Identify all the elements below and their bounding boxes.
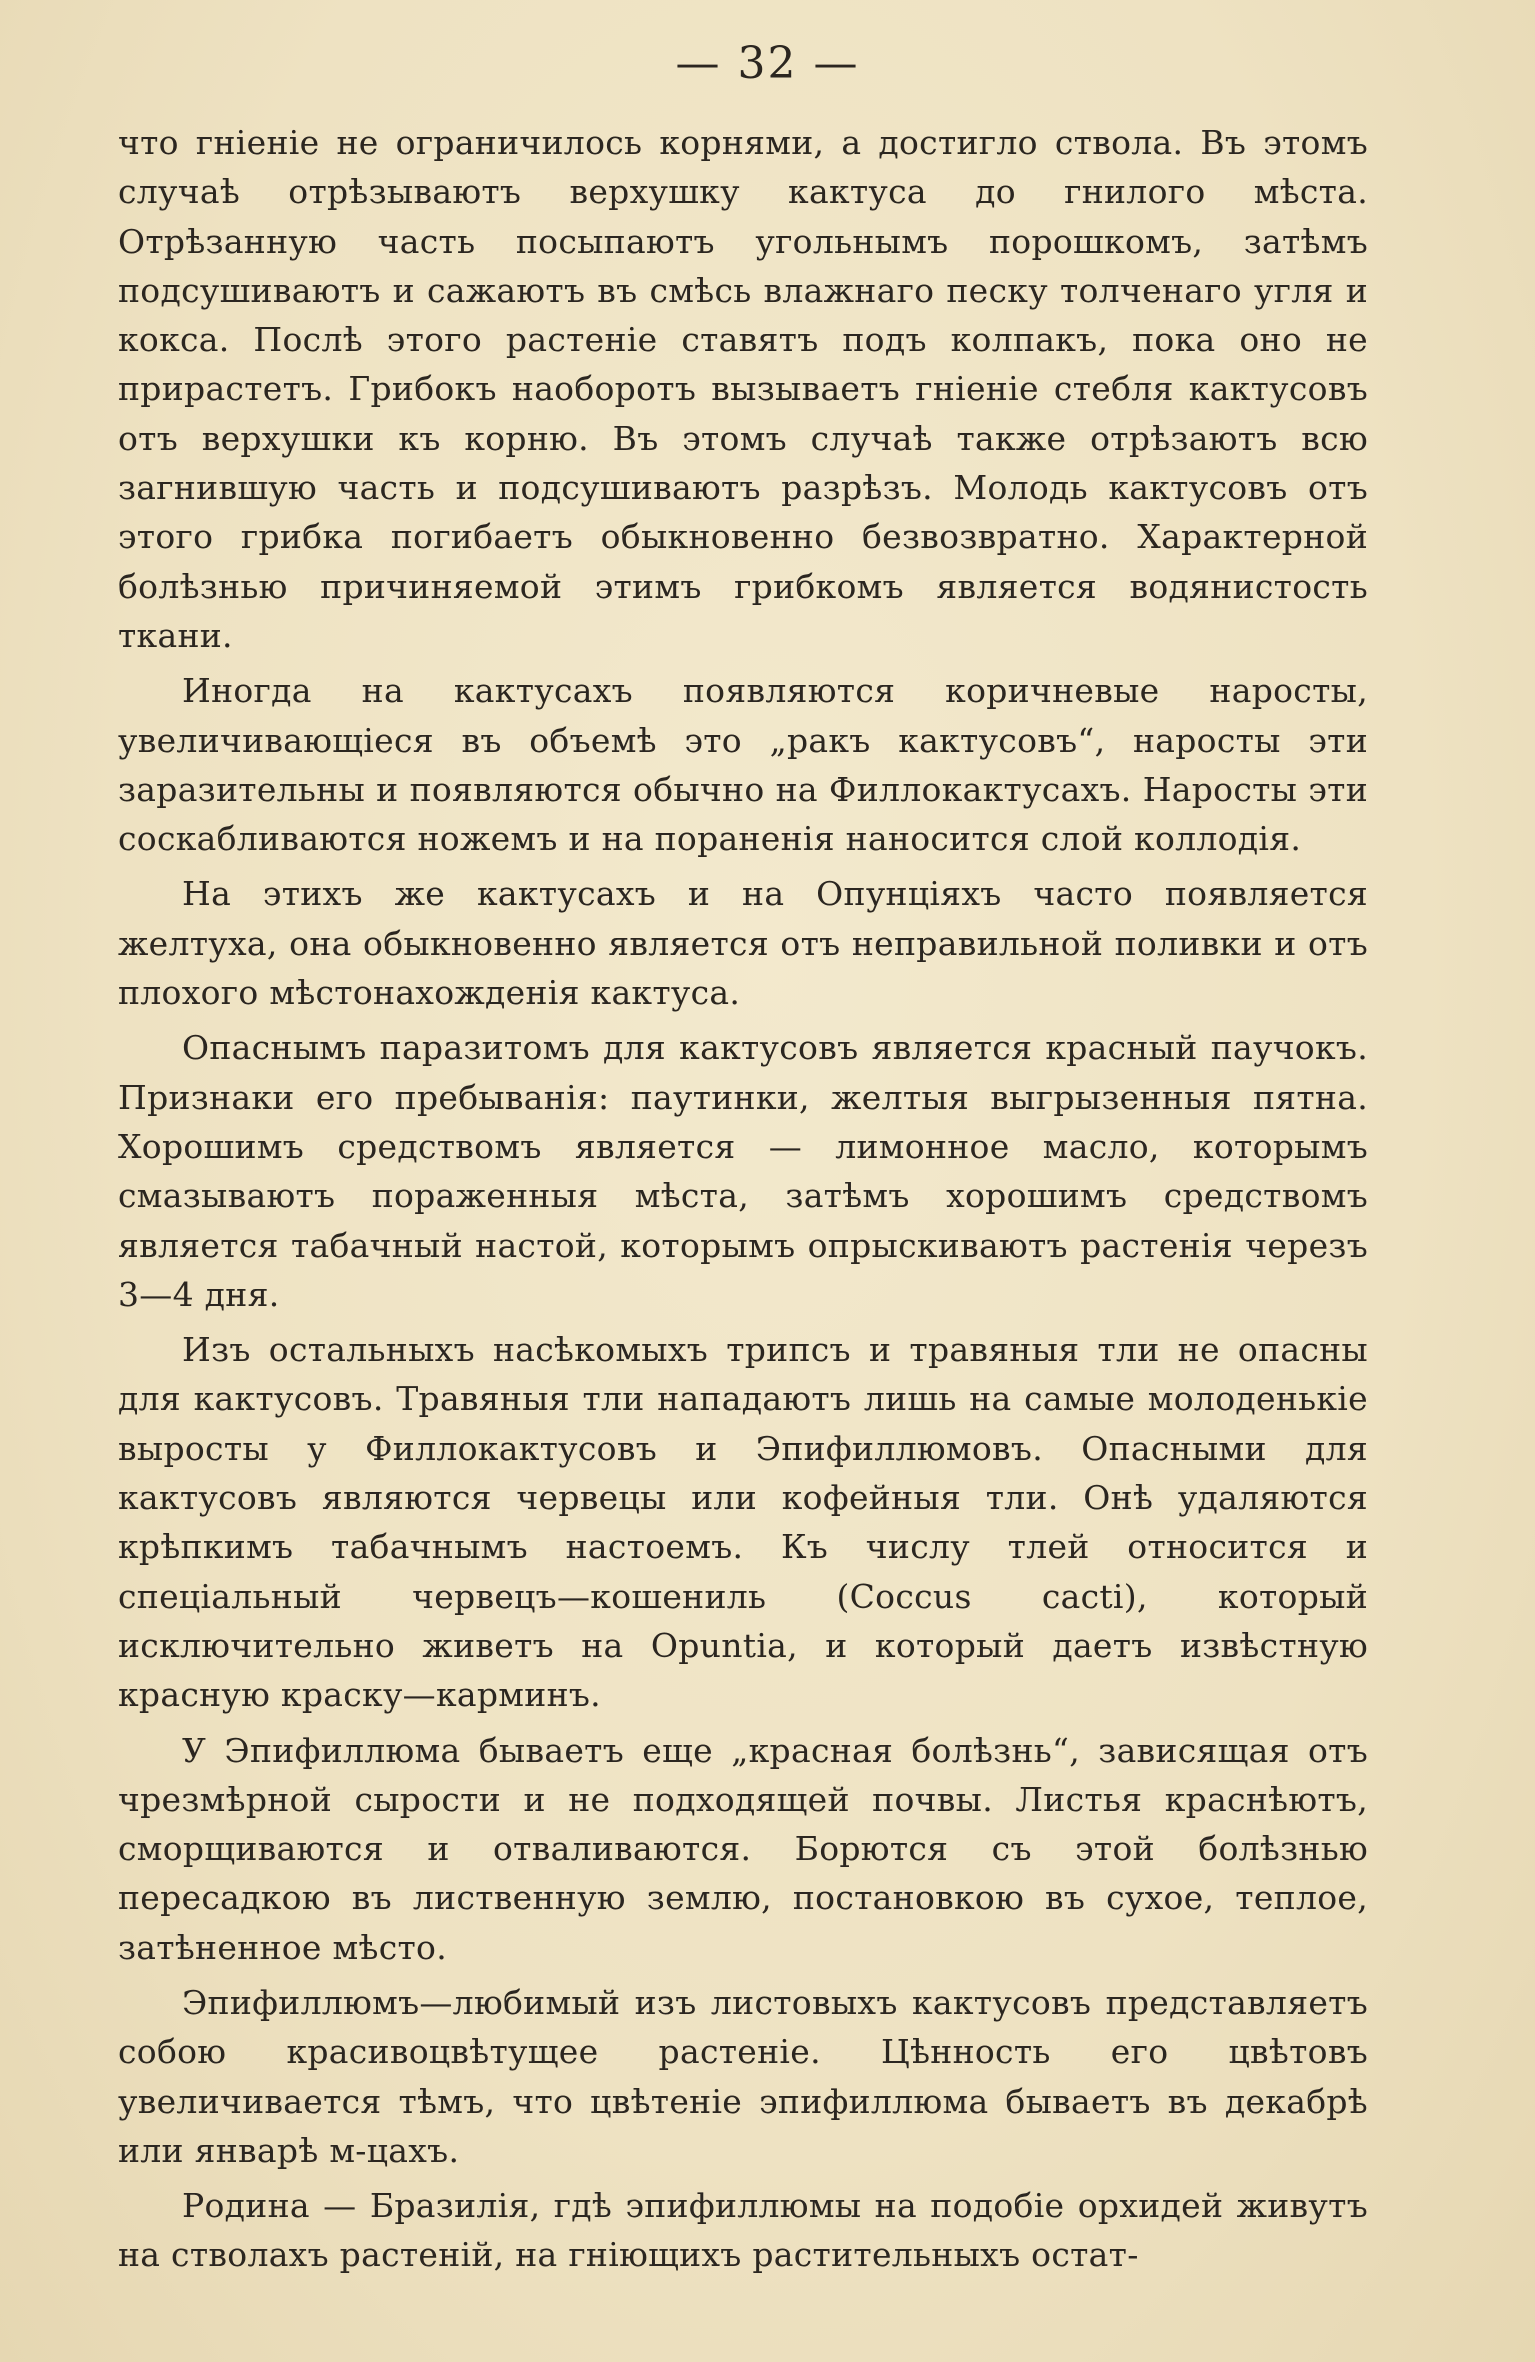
page-number: — 32 —	[675, 38, 860, 89]
paragraph-1: что гніеніе не ограничилось корнями, а достигло ствола. Въ этомъ случаѣ отрѣзываютъ верхушку кактуса до гнилого мѣста. Отрѣзанную часть посыпаютъ угольнымъ порошкомъ, затѣмъ подсушиваютъ и сажаютъ въ смѣсь влажнаго песку толченаго угля и кокса. Послѣ этого растеніе ставятъ подъ колпакъ, пока оно не прирастетъ. Грибокъ наоборотъ вызываетъ гніеніе стебля кактусовъ отъ верхушки къ корню. Въ этомъ случаѣ также отрѣзаютъ всю загнившую часть и подсушиваютъ разрѣзъ. Молодь кактусовъ отъ этого грибка погибаетъ обыкновенно безвозвратно. Характерной болѣзнью причиняемой этимъ грибкомъ является водянистость ткани.	[118, 123, 1368, 655]
paragraph-8: Родина — Бразилія, гдѣ эпифиллюмы на подобіе орхидей живутъ на стволахъ растеній, на гніющихъ растительныхъ остат-	[118, 2186, 1368, 2275]
paragraph-2: Иногда на кактусахъ появляются коричневые наросты, увеличивающіеся въ объемѣ это „ракъ кактусовъ“, наросты эти заразительны и появляются обычно на Филлокактусахъ. Наросты эти соскабливаются ножемъ и на пораненія наносится слой коллодія.	[118, 671, 1368, 859]
paragraph-7: Эпифиллюмъ—любимый изъ листовыхъ кактусовъ представляетъ собою красивоцвѣтущее растеніе. Цѣнность его цвѣтовъ увеличивается тѣмъ, что цвѣтеніе эпифиллюма бываетъ въ декабрѣ или январѣ м-цахъ.	[118, 1982, 1368, 2170]
paragraph-3: На этихъ же кактусахъ и на Опунціяхъ часто появляется желтуха, она обыкновенно является отъ неправильной поливки и отъ плохого мѣстонахожденія кактуса.	[118, 874, 1368, 1013]
body-text	[118, 118, 1368, 2286]
paragraph-6: У Эпифиллюма бываетъ еще „красная болѣзнь“, зависящая отъ чрезмѣрной сырости и не подходящей почвы. Листья краснѣютъ, сморщиваются и отваливаются. Борются съ этой болѣзнью пересадкою въ лиственную землю, постановкою въ сухое, теплое, затѣненное мѣсто.	[118, 1730, 1368, 1967]
paragraph-5: Изъ остальныхъ насѣкомыхъ трипсъ и травяныя тли не опасны для кактусовъ. Травяныя тли нападаютъ лишь на самые молоденькіе выросты у Филлокактусовъ и Эпифиллюмовъ. Опасными для кактусовъ являются червецы или кофейныя тли. Онѣ удаляются крѣпкимъ табачнымъ настоемъ. Къ числу тлей относится и спеціальный червецъ—кошениль (Coccus cacti), который исключительно живетъ на Opuntia, и который даетъ извѣстную красную краску—карминъ.	[118, 1330, 1368, 1715]
paragraph-4: Опаснымъ паразитомъ для кактусовъ является красный паучокъ. Признаки его пребыванія: паутинки, желтыя выгрызенныя пятна. Хорошимъ средствомъ является — лимонное масло, которымъ смазываютъ пораженныя мѣста, затѣмъ хорошимъ средствомъ является табачный настой, которымъ опрыскиваютъ растенія черезъ 3—4 дня.	[118, 1028, 1368, 1314]
